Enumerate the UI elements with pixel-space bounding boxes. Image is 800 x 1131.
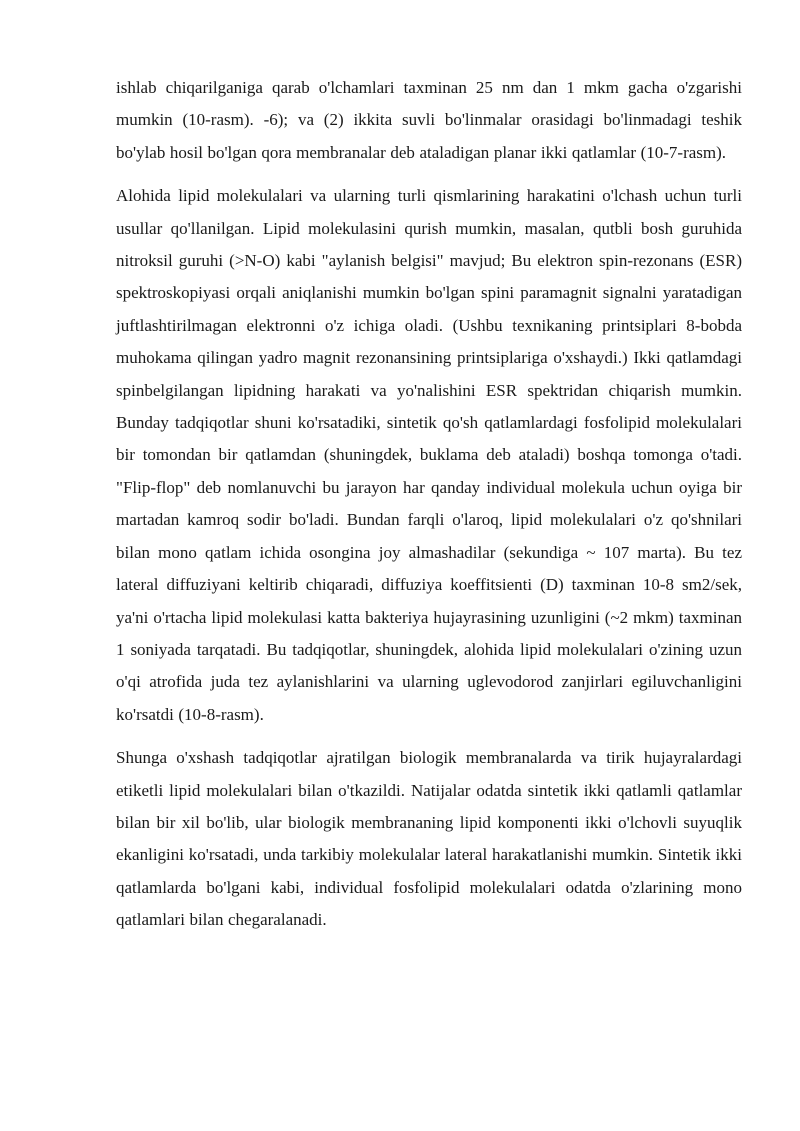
text-body (116, 72, 742, 937)
paragraph-1: ishlab chiqarilganiga qarab o'lchamlari taxminan 25 nm dan 1 mkm gacha o'zgarishi mumkin (10-rasm). -6); va (2) ikkita suvli bo'linmalar orasidagi bo'linmadagi teshik bo'ylab hosil bo'lgan qora membranalar deb ataladigan planar ikki qatlamlar (10-7-rasm). (116, 78, 742, 162)
paragraph-2: Alohida lipid molekulalari va ularning turli qismlarining harakatini o'lchash uchun turli usullar qo'llanilgan. Lipid molekulasini qurish mumkin, masalan, qutbli bosh guruhida nitroksil guruhi (>N-O) kabi "aylanish belgisi" mavjud; Bu elektron spin-rezonans (ESR) spektroskopiyasi orqali aniqlanishi mumkin bo'lgan spini paramagnit signalni yaratadigan juftlashtirilmagan elektronni o'z ichiga oladi. (Ushbu texnikaning printsiplari 8-bobda muhokama qilingan yadro magnit rezonansining printsiplariga o'xshaydi.) Ikki qatlamdagi spinbelgilangan lipidning harakati va yo'nalishini ESR spektridan chiqarish mumkin. Bunday tadqiqotlar shuni ko'rsatadiki, sintetik qo'sh qatlamlardagi fosfolipid molekulalari bir tomondan bir qatlamdan (shuningdek, buklama deb ataladi) boshqa tomonga o'tadi. "Flip-flop" deb nomlanuvchi bu jarayon har qanday individual molekula uchun oyiga bir martadan kamroq sodir bo'ladi. Bundan farqli o'laroq, lipid molekulalari o'z qo'shnilari bilan mono qatlam ichida osongina joy almashadilar (sekundiga ~ 107 marta). Bu tez lateral diffuziyani keltirib chiqaradi, diffuziya koeffitsienti (D) taxminan 10-8 sm2/sek, ya'ni o'rtacha lipid molekulasi katta bakteriya hujayrasining uzunligini (~2 mkm) taxminan 1 soniyada tarqatadi. Bu tadqiqotlar, shuningdek, alohida lipid molekulalari o'zining uzun o'qi atrofida juda tez aylanishlarini va ularning uglevodorod zanjirlari egiluvchanligini ko'rsatdi (10-8-rasm). (116, 186, 742, 724)
paragraph-3: Shunga o'xshash tadqiqotlar ajratilgan biologik membranalarda va tirik hujayralardagi etiketli lipid molekulalari bilan o'tkazildi. Natijalar odatda sintetik ikki qatlamli qatlamlar bilan bir xil bo'lib, ular biologik membrananing lipid komponenti ikki o'lchovli suyuqlik ekanligini ko'rsatadi, unda tarkibiy molekulalar lateral harakatlanishi mumkin. Sintetik ikki qatlamlarda bo'lgani kabi, individual fosfolipid molekulalari odatda o'zlarining mono qatlamlari bilan chegaralanadi. (116, 748, 742, 930)
